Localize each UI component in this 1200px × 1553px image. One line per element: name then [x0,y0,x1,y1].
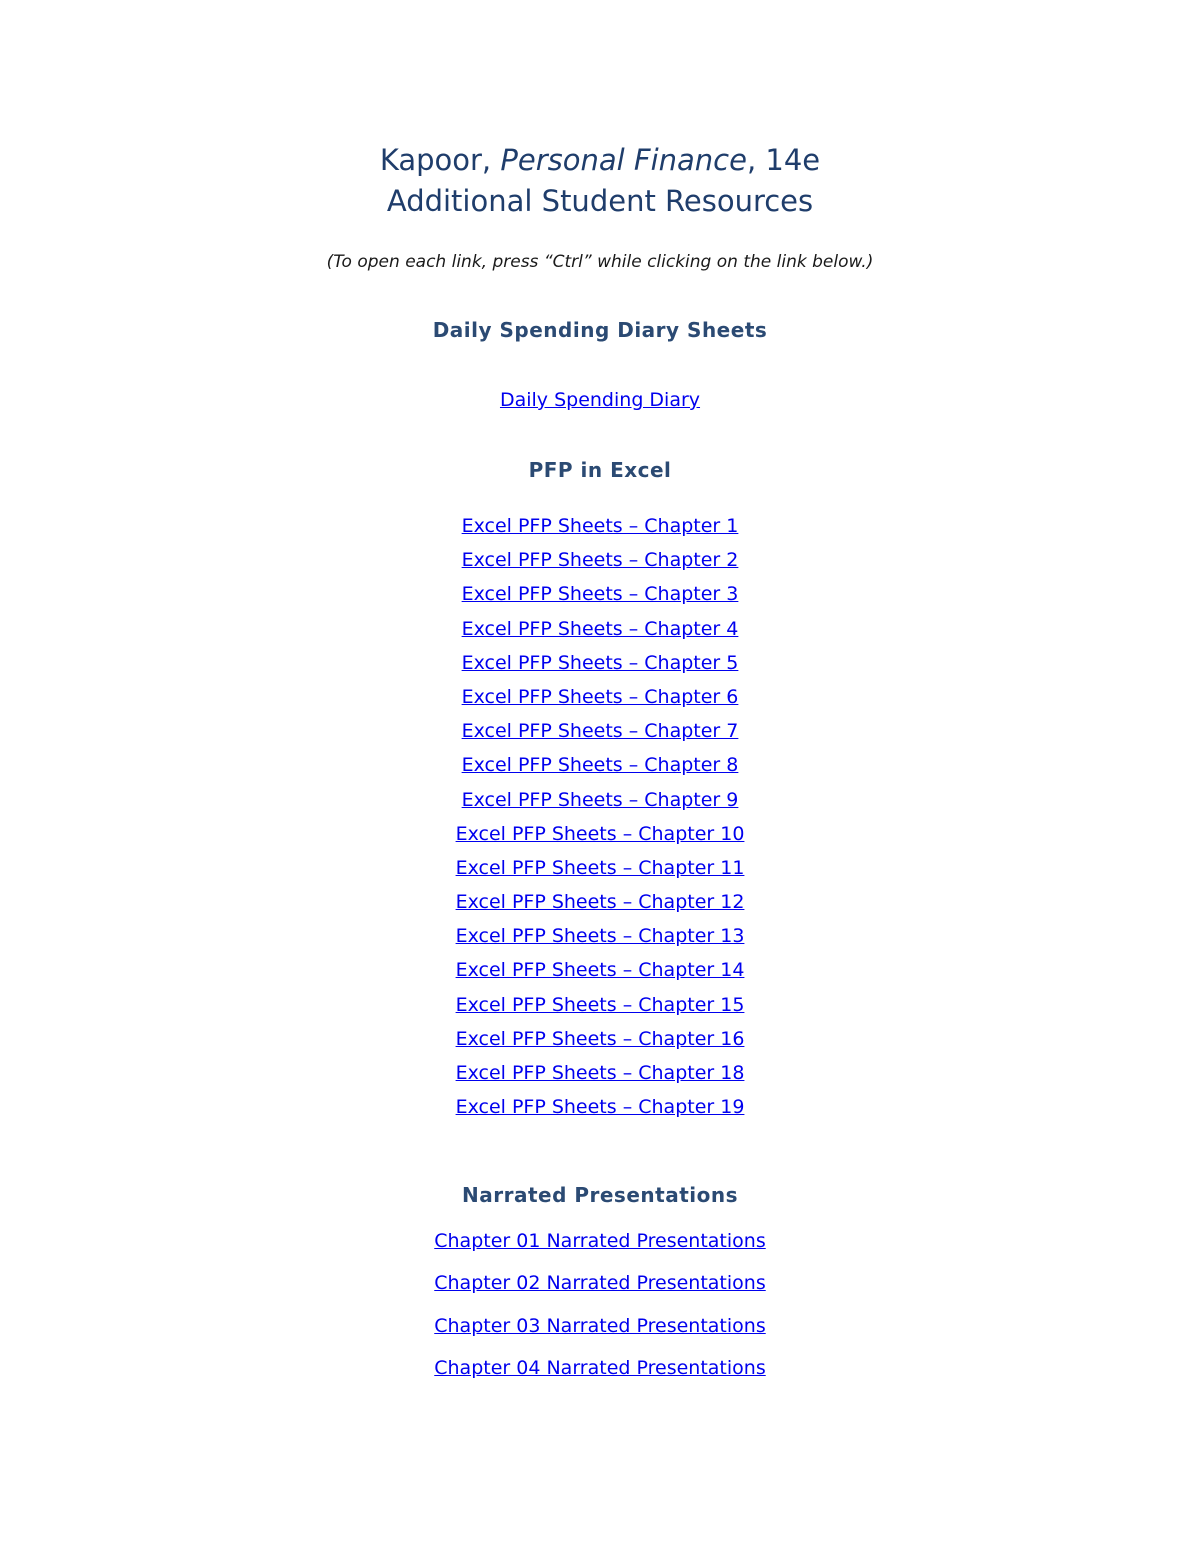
heading-narrated-presentations: Narrated Presentations [461,1183,738,1207]
list-item [0,684,1200,718]
pfp-link-list [0,513,1200,1128]
daily-spending-diary-link[interactable]: Daily Spending Diary [499,389,701,411]
author-name: Kapoor, [379,143,492,177]
list-item [0,1060,1200,1094]
narrated-link-list [0,1228,1200,1397]
pfp-link-chapter-10[interactable]: Excel PFP Sheets – Chapter 10 [455,822,745,845]
book-title: Personal Finance [500,143,747,177]
list-item [0,1355,1200,1397]
pfp-link-chapter-8[interactable]: Excel PFP Sheets – Chapter 8 [461,754,739,777]
pfp-link-chapter-4[interactable]: Excel PFP Sheets – Chapter 4 [461,617,739,640]
list-item [0,581,1200,615]
document-title [0,140,1200,222]
list-item [0,1228,1200,1270]
list-item [0,1026,1200,1060]
title-line-1 [0,140,1200,181]
narrated-link-chapter-04[interactable]: Chapter 04 Narrated Presentations [434,1356,766,1379]
list-item [0,513,1200,547]
list-item [0,752,1200,786]
heading-daily-spending-diary-sheets: Daily Spending Diary Sheets [432,318,768,342]
pfp-link-chapter-5[interactable]: Excel PFP Sheets – Chapter 5 [461,651,739,674]
pfp-link-chapter-12[interactable]: Excel PFP Sheets – Chapter 12 [455,891,745,914]
pfp-link-chapter-19[interactable]: Excel PFP Sheets – Chapter 19 [455,1096,745,1119]
edition: , 14e [746,143,821,177]
heading-pfp-in-excel: PFP in Excel [528,458,672,482]
pfp-link-chapter-18[interactable]: Excel PFP Sheets – Chapter 18 [455,1062,745,1084]
list-item [0,787,1200,821]
pfp-link-chapter-15[interactable]: Excel PFP Sheets – Chapter 15 [455,993,745,1016]
pfp-link-chapter-2[interactable]: Excel PFP Sheets – Chapter 2 [461,549,739,572]
pfp-link-chapter-3[interactable]: Excel PFP Sheets – Chapter 3 [461,583,739,606]
narrated-link-chapter-03[interactable]: Chapter 03 Narrated Presentations [434,1314,766,1337]
pfp-link-chapter-1[interactable]: Excel PFP Sheets – Chapter 1 [461,515,739,537]
list-item [0,889,1200,923]
subtitle: Additional Student Resources [386,184,814,218]
pfp-link-chapter-16[interactable]: Excel PFP Sheets – Chapter 16 [455,1027,745,1050]
list-item [0,992,1200,1026]
list-item [0,855,1200,889]
list-item [0,547,1200,581]
narrated-link-chapter-01[interactable]: Chapter 01 Narrated Presentations [434,1230,766,1252]
narrated-link-chapter-02[interactable]: Chapter 02 Narrated Presentations [434,1272,766,1295]
list-item [0,1270,1200,1312]
list-item [0,1313,1200,1355]
pfp-link-chapter-9[interactable]: Excel PFP Sheets – Chapter 9 [461,788,739,811]
pfp-link-chapter-13[interactable]: Excel PFP Sheets – Chapter 13 [455,925,745,948]
daily-spending-diary-row [0,387,1200,413]
pfp-link-chapter-11[interactable]: Excel PFP Sheets – Chapter 11 [455,856,745,879]
pfp-link-chapter-7[interactable]: Excel PFP Sheets – Chapter 7 [461,720,739,743]
list-item [0,1094,1200,1128]
list-item [0,923,1200,957]
list-item [0,821,1200,855]
pfp-link-chapter-14[interactable]: Excel PFP Sheets – Chapter 14 [455,959,745,982]
list-item [0,718,1200,752]
instructions-text: (To open each link, press “Ctrl” while clicking on the link below.) [326,252,874,272]
pfp-link-chapter-6[interactable]: Excel PFP Sheets – Chapter 6 [461,685,739,708]
list-item [0,957,1200,991]
list-item [0,616,1200,650]
list-item [0,650,1200,684]
